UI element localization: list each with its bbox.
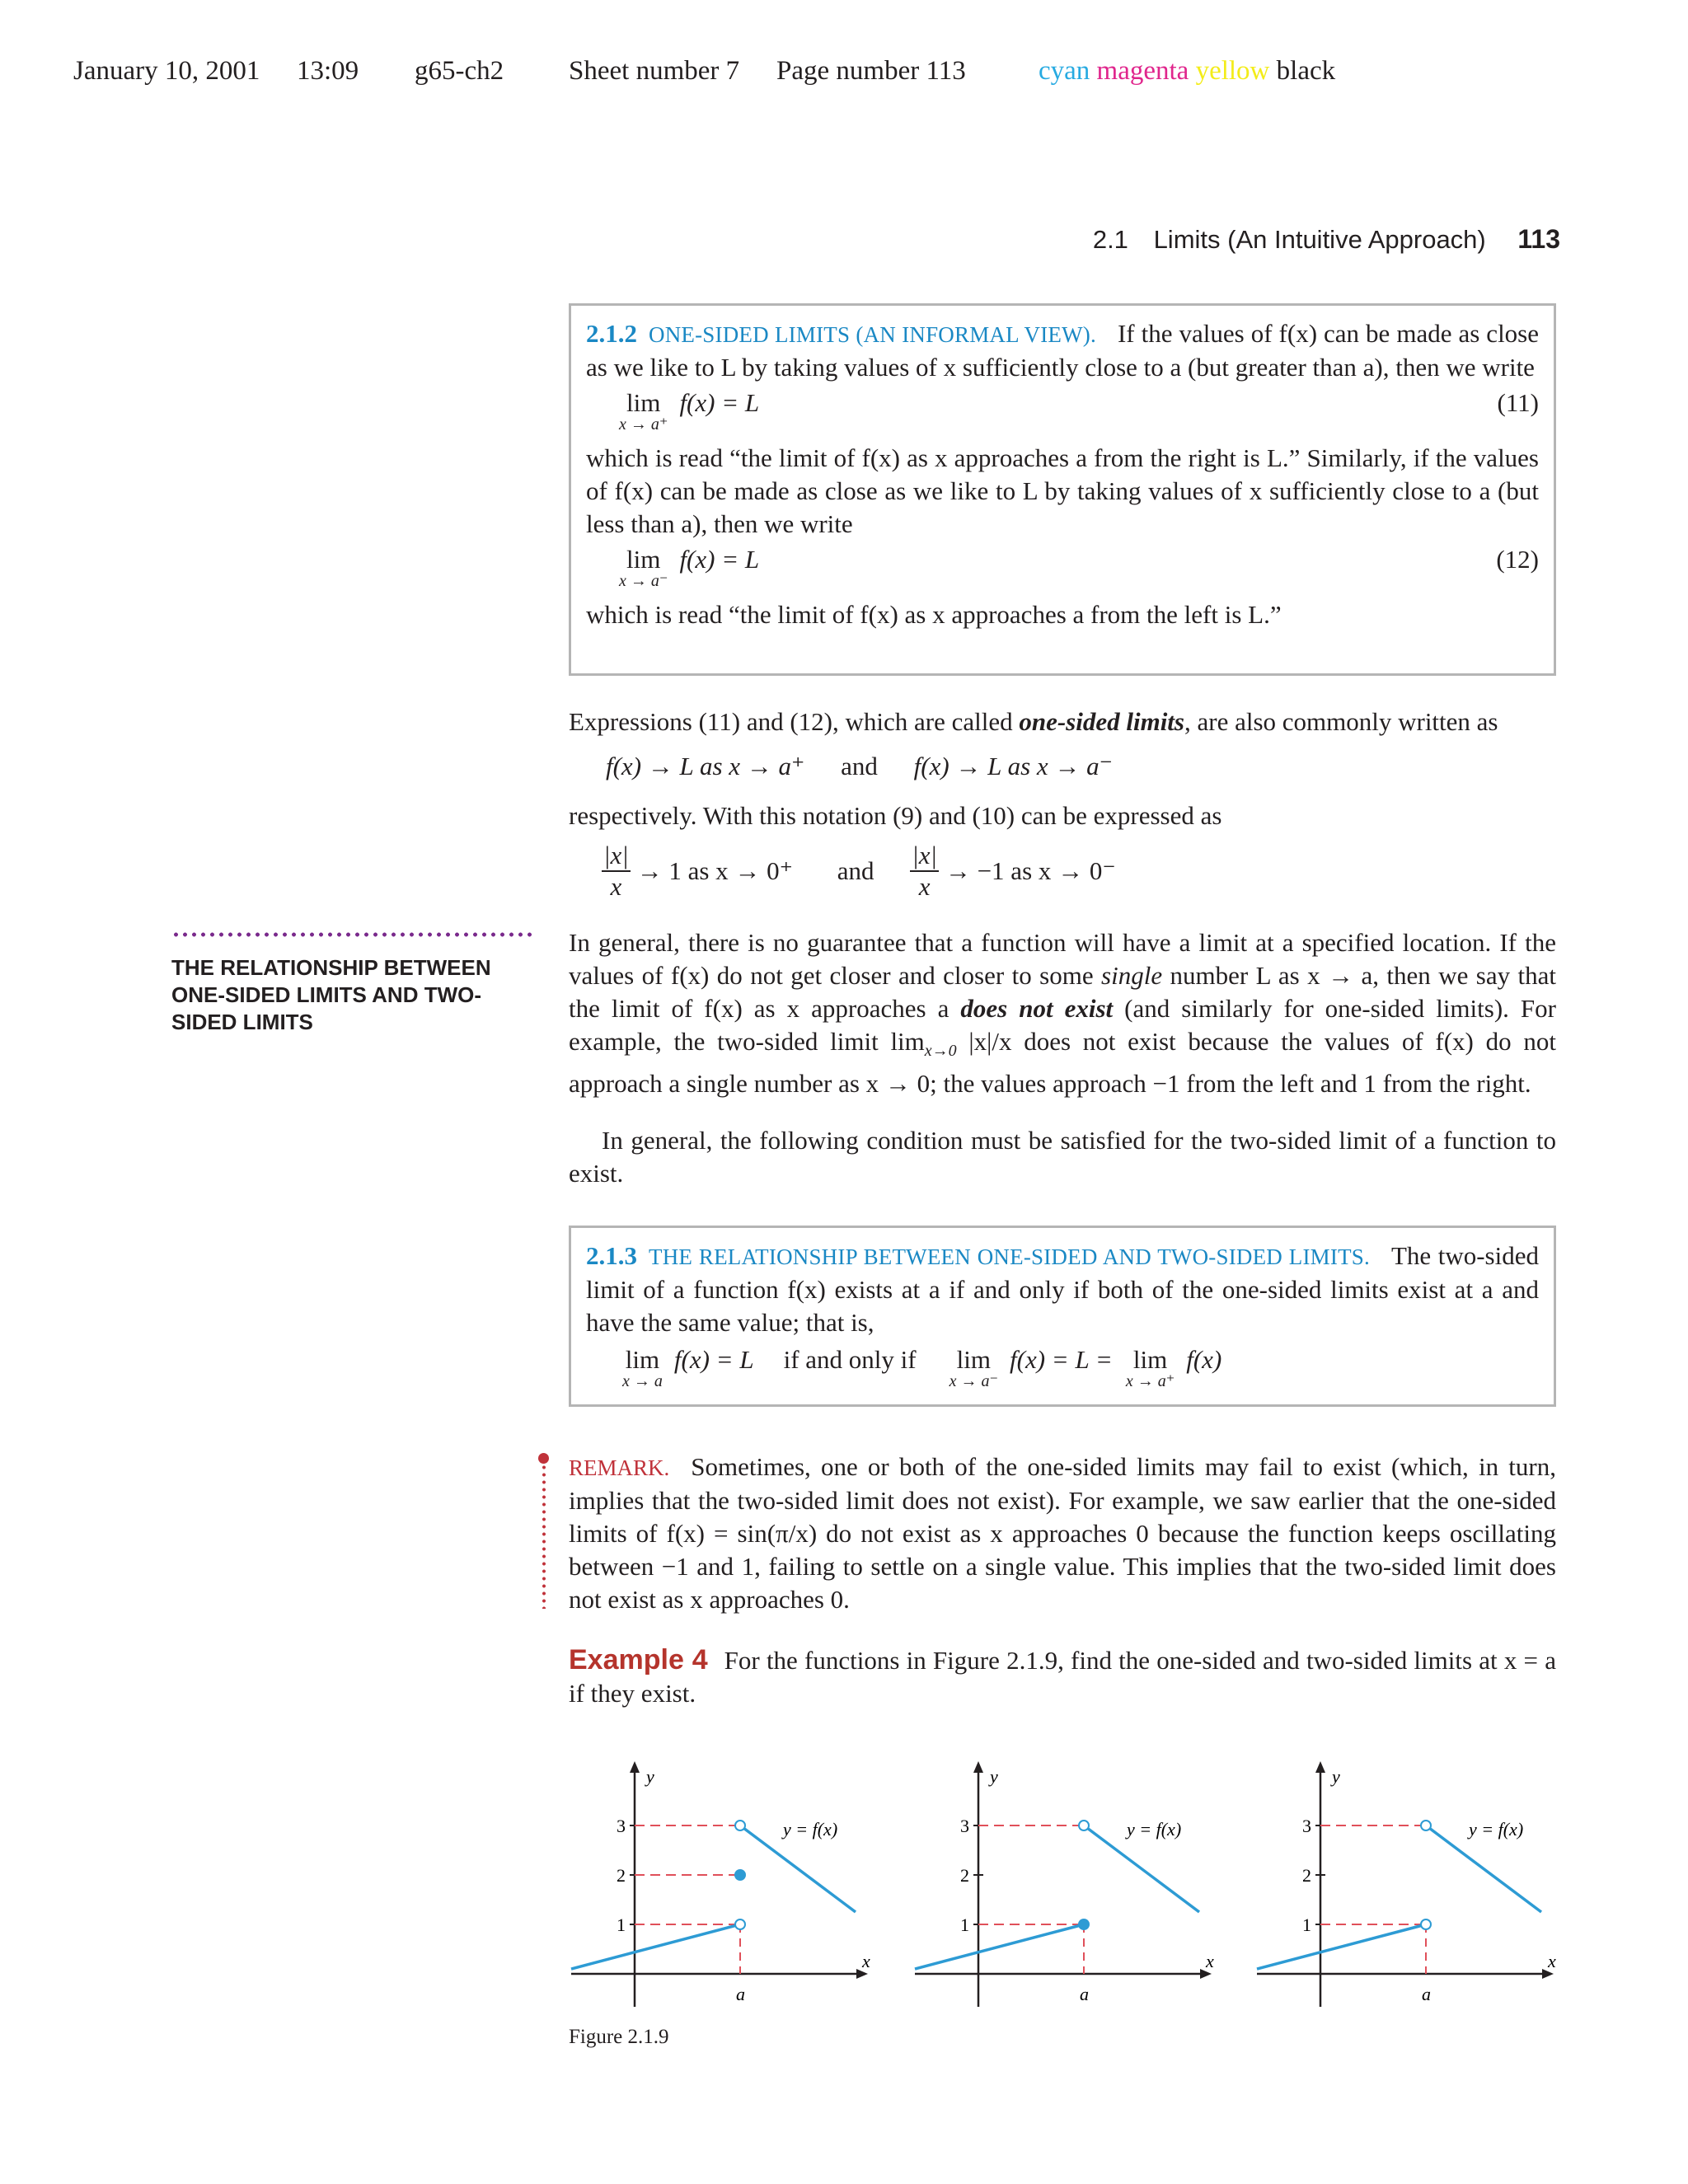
lim-operator: lim xyxy=(956,1345,991,1374)
and-word: and xyxy=(837,856,874,885)
a-tick-label: a xyxy=(1422,1984,1431,2004)
fraction-abs-x xyxy=(910,841,939,902)
y-tick-label: 3 xyxy=(960,1816,969,1836)
open-endpoint xyxy=(1421,1919,1431,1929)
cmyk-labels xyxy=(1039,56,1335,87)
graph-panel-1 xyxy=(567,1760,880,2015)
x-axis-label: x xyxy=(1548,1951,1556,1971)
remark-paragraph xyxy=(569,1451,1556,1616)
y-tick-label: 1 xyxy=(1302,1915,1311,1935)
notation-left: f(x) → L as x → a⁻ xyxy=(913,752,1114,780)
fraction-denominator: x xyxy=(610,872,622,901)
remark-bullet xyxy=(538,1453,549,1464)
margin-dotted-rule xyxy=(171,932,534,937)
left-branch xyxy=(1257,1924,1426,1969)
y-tick-label: 2 xyxy=(960,1865,969,1886)
print-sheet: Sheet number 7 xyxy=(569,56,740,86)
limit-right: → 1 as x → 0⁺ xyxy=(636,856,793,885)
y-axis-arrow xyxy=(1315,1761,1325,1773)
open-endpoint xyxy=(735,1821,745,1830)
lim-subscript: x → a xyxy=(622,1372,663,1390)
y-tick-label: 1 xyxy=(960,1915,969,1935)
print-time: 13:09 xyxy=(297,56,359,86)
lim-subscript: x→0 xyxy=(924,1042,957,1061)
lim-operator: lim xyxy=(1132,1345,1168,1374)
para-text: Expressions (11) and (12), which are called xyxy=(569,707,1020,736)
iff-text: if and only if xyxy=(783,1345,917,1374)
paragraph-condition: In general, the following condition must be satisfied for the two-sided limit of a function to exist. xyxy=(569,1126,1556,1188)
lim-expression: f(x) = L = xyxy=(1010,1345,1113,1374)
lim-expression: f(x) = L xyxy=(679,388,760,417)
open-endpoint xyxy=(1421,1821,1431,1830)
definition-title: THE RELATIONSHIP BETWEEN ONE-SIDED AND TWO-SIDED LIMITS. xyxy=(649,1244,1370,1269)
definition-number: 2.1.3 xyxy=(586,1241,637,1270)
example-4 xyxy=(569,1643,1556,1710)
fraction-numerator: |x| xyxy=(910,841,939,872)
definition-para-3: which is read “the limit of f(x) as x approaches a from the left is L.” xyxy=(586,600,1282,629)
remark-dotted-rule xyxy=(542,1464,546,1609)
definition-para-1 xyxy=(586,317,1539,384)
lim-operator: lim xyxy=(626,545,661,574)
equation-two-sided xyxy=(586,1346,1539,1399)
y-axis-label: y xyxy=(990,1766,998,1787)
running-head xyxy=(1093,224,1560,255)
page-number: 113 xyxy=(1517,224,1560,254)
margin-heading: THE RELATIONSHIP BETWEEN ONE-SIDED LIMITS AND TWO-SIDED LIMITS xyxy=(171,955,491,1034)
remark-label: REMARK. xyxy=(569,1455,670,1480)
definition-number: 2.1.2 xyxy=(586,319,637,348)
definition-box-2-1-2 xyxy=(569,303,1556,676)
lim-expression: f(x) = L xyxy=(673,1345,754,1374)
y-tick-label: 2 xyxy=(617,1865,626,1886)
example-text: For the functions in Figure 2.1.9, find the one-sided and two-sided limits at x = a if they exist. xyxy=(569,1646,1556,1708)
display-notation xyxy=(606,752,1113,781)
curve-label: y = f(x) xyxy=(1469,1819,1524,1840)
term-does-not-exist: does not exist xyxy=(960,994,1114,1023)
definition-text: The two-sided limit of a function f(x) exists at a if and only if both of the one-sided limits exist at a and have the same value; that is, xyxy=(586,1241,1539,1337)
para-text: |x|/x does not exist because the values of f(x) do not approach a single number as x → 0; the values approach −1 from the left and 1 from the right. xyxy=(569,1027,1556,1099)
paragraph-one-sided xyxy=(569,705,1556,738)
fraction-abs-x xyxy=(602,841,631,902)
para-text: (and similarly for one-sided limits). For example, the two-sided limit lim xyxy=(569,994,1556,1056)
y-axis-arrow xyxy=(973,1761,983,1773)
definition-title: ONE-SIDED LIMITS (AN INFORMAL VIEW). xyxy=(649,322,1096,347)
paragraph-no-guarantee xyxy=(569,926,1556,1100)
definition-para xyxy=(586,1240,1539,1339)
section-number: 2.1 xyxy=(1092,225,1128,254)
lim-subscript: x → a⁻ xyxy=(949,1372,999,1390)
para-text: , are also commonly written as xyxy=(1184,707,1498,736)
paragraph-respectively: respectively. With this notation (9) and (10) can be expressed as xyxy=(569,801,1222,830)
equation-number: (11) xyxy=(1497,388,1539,417)
cmyk-magenta: magenta xyxy=(1096,56,1189,86)
graph-panel-3 xyxy=(1253,1760,1566,2015)
open-endpoint xyxy=(735,1919,745,1929)
open-endpoint xyxy=(1079,1821,1089,1830)
notation-right: f(x) → L as x → a⁺ xyxy=(606,752,805,780)
lim-operator: lim xyxy=(626,388,661,417)
x-axis-label: x xyxy=(862,1951,870,1971)
figure-caption: Figure 2.1.9 xyxy=(569,2026,669,2048)
equation-11 xyxy=(586,389,1539,442)
lim-subscript: x → a⁻ xyxy=(619,572,668,590)
word-single: single xyxy=(1101,961,1163,990)
y-tick-label: 3 xyxy=(1302,1816,1311,1836)
filled-endpoint xyxy=(1078,1919,1090,1930)
y-tick-label: 1 xyxy=(617,1915,626,1935)
y-axis-label: y xyxy=(646,1766,654,1787)
left-branch xyxy=(915,1924,1084,1969)
fraction-numerator: |x| xyxy=(602,841,631,872)
a-tick-label: a xyxy=(736,1984,745,2004)
a-tick-label: a xyxy=(1080,1984,1089,2004)
lim-expression: f(x) xyxy=(1186,1345,1222,1374)
lim-expression: f(x) = L xyxy=(679,545,760,574)
example-label: Example 4 xyxy=(569,1644,708,1675)
y-tick-label: 3 xyxy=(617,1816,626,1836)
y-axis-arrow xyxy=(630,1761,640,1773)
y-axis-label: y xyxy=(1332,1766,1340,1787)
definition-para-2: which is read “the limit of f(x) as x approaches a from the right is L.” Similarly, if the values of f(x) can be made as close as we like to L by taking values of x sufficiently close to a (but less than a), then we write xyxy=(586,443,1539,538)
remark-text: Sometimes, one or both of the one-sided limits may fail to exist (which, in turn, implies that the two-sided limit does not exist). For example, we saw earlier that the one-sided limits of f(x) = sin(π/x) do not exist as x approaches 0 because the function keeps oscillating between −1 and 1, failing to settle on a single value. This implies that the two-sided limit does not exist as x approaches 0. xyxy=(569,1452,1556,1614)
limit-left: → −1 as x → 0⁻ xyxy=(945,856,1116,885)
curve-label: y = f(x) xyxy=(783,1819,838,1840)
x-axis-label: x xyxy=(1206,1951,1214,1971)
section-title: Limits (An Intuitive Approach) xyxy=(1153,225,1486,254)
y-tick-label: 2 xyxy=(1302,1865,1311,1886)
curve-label: y = f(x) xyxy=(1127,1819,1182,1840)
lim-operator: lim xyxy=(625,1345,660,1374)
definition-text: If the values of f(x) can be made as close as we like to L by taking values of x sufficiently close to a (but greater than a), then we write xyxy=(586,319,1540,382)
display-abs-limits xyxy=(602,841,1116,902)
para-text: In general, there is no guarantee that a function will have a limit at a specified location. If the values of f(x) do not get closer and closer to some xyxy=(569,928,1556,990)
lim-subscript: x → a⁺ xyxy=(619,415,668,434)
term-one-sided-limits: one-sided limits xyxy=(1019,707,1184,736)
equation-number: (12) xyxy=(1496,545,1539,574)
para-text: number L as x → a, then we say that the limit of f(x) as x approaches a xyxy=(569,961,1557,1023)
lim-subscript: x → a⁺ xyxy=(1125,1372,1175,1390)
notation-and: and xyxy=(841,752,878,780)
left-branch xyxy=(571,1924,740,1969)
cmyk-cyan: cyan xyxy=(1039,56,1090,86)
equation-12 xyxy=(586,546,1539,598)
filled-endpoint xyxy=(734,1869,746,1881)
print-date: January 10, 2001 xyxy=(73,56,260,86)
graph-panel-2 xyxy=(911,1760,1224,2015)
fraction-denominator: x xyxy=(918,872,931,901)
print-page: Page number 113 xyxy=(776,56,966,86)
definition-box-2-1-3 xyxy=(569,1226,1556,1407)
cmyk-black: black xyxy=(1276,56,1336,86)
cmyk-yellow: yellow xyxy=(1195,56,1270,86)
print-file: g65-ch2 xyxy=(415,56,504,86)
